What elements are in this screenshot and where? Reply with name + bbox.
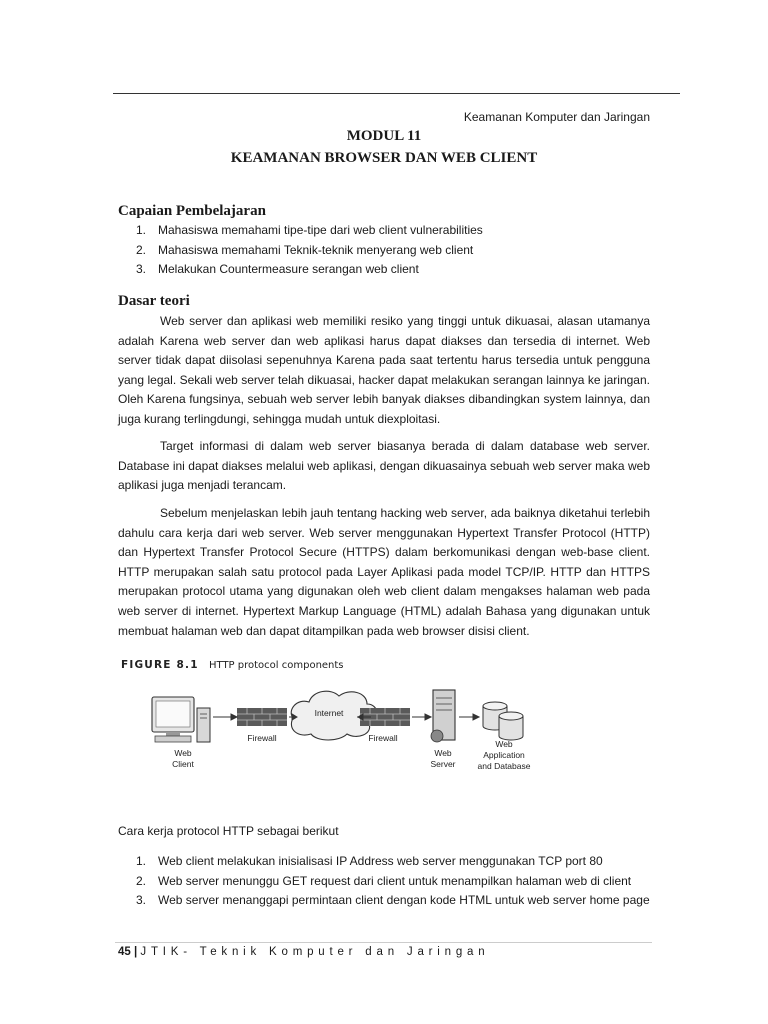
computer-icon [152,697,210,742]
web-app-label-2: Application [483,750,525,760]
firewall-label-2: Firewall [368,733,398,743]
list-item [118,891,648,911]
firewall-label-1: Firewall [247,733,277,743]
list-number: 2. [136,242,147,257]
list-item [118,872,648,892]
list-number: 3. [136,262,147,276]
internet-label: Internet [314,708,344,718]
web-server-label-2: Server [430,759,456,769]
paragraph-2: Target informasi di dalam web server biasanya berada di dalam database web server. Database ini dapat diakses melalui web aplikasi, dengan dikuasainya sebuah web server maka web aplikasi juga menjadi terancam. [118,439,650,493]
list-number: 1. [136,223,147,237]
module-number: MODUL 11 [346,128,422,144]
list-text: Melakukan Countermeasure serangan web client [158,262,419,276]
list-number: 3. [136,893,147,907]
web-server-label-1: Web [434,748,452,758]
cara-list [118,852,648,911]
firewall-icon [237,708,287,726]
module-title: KEAMANAN BROWSER DAN WEB CLIENT [230,150,538,166]
figure-caption: HTTP protocol components [209,660,344,671]
paragraph-3: Sebelum menjelaskan lebih jauh tentang hacking web server, ada baiknya diketahui terlebih dahulu cara kerja dari web server. Web server menggunakan Hypertext Transfer Protocol (HTTP) dan Hypertext Transfer Protocol Secure (HTTPS) dalam berkomunikasi dengan web-base client. HTTP merupakan salah satu protocol pada Layer Aplikasi pada model TCP/IP. HTTP dan HTTPS merupakan protocol utama yang digunakan oleh web client dalam mengakses halaman web pada web server di internet. Hypertext Markup Language (HTML) adalah Bahasa yang digunakan untuk membuat halaman web dan dapat ditampilkan pada web browser disisi client. [118,506,650,638]
list-item [118,241,648,261]
server-icon [431,690,455,742]
figure-label: FIGURE 8.1 [121,659,199,671]
paragraph-1: Web server dan aplikasi web memiliki resiko yang tinggi untuk dikuasai, alasan utamanya adalah Karena web server dan web aplikasi harus dapat diakses dan tersedia di internet. Web server tidak dapat diisolasi sepenuhnya Karena pada saat tertentu harus tersedia untuk pengguna yang legal. Sekali web server telah dikuasai, hacker dapat melakukan serangan lainnya ke jaringan. Oleh Karena fungsinya, sebuah web server lebih banyak diakses dibandingkan system lainnya, dan juga kurang terlingdungi, sehingga mudah untuk diexploitasi. [118,314,650,426]
list-text: Web client melakukan inisialisasi IP Address web server menggunakan TCP port 80 [158,854,603,868]
list-item [118,221,648,241]
footer-rule [115,942,652,943]
web-app-label-1: Web [495,739,513,749]
list-number: 1. [136,854,147,868]
running-header: Keamanan Komputer dan Jaringan [463,110,650,124]
web-client-label-2: Client [172,759,194,769]
dasar-heading: Dasar teori [118,293,190,309]
list-number: 2. [136,873,147,888]
list-text: Web server menunggu GET request dari client untuk menampilkan halaman web di client [158,873,632,888]
capaian-heading: Capaian Pembelajaran [118,203,266,219]
http-protocol-figure [121,654,541,779]
footer-separator: | [130,946,141,958]
list-item [118,260,648,280]
database-icon [483,702,523,740]
capaian-list [118,221,648,280]
cara-intro: Cara kerja protocol HTTP sebagai berikut [118,824,339,838]
list-item [118,852,648,872]
web-client-label-1: Web [174,748,192,758]
list-text: Mahasiswa memahami Teknik-teknik menyerang web client [158,242,474,257]
footer-department: JTIK- Teknik Komputer dan Jaringan [140,946,490,958]
list-text: Mahasiswa memahami tipe-tipe dari web client vulnerabilities [158,223,483,237]
web-app-label-3: and Database [477,761,531,771]
page-footer [118,946,489,958]
list-text: Web server menanggapi permintaan client dengan kode HTML untuk web server home page [158,893,650,907]
page-number: 45 [118,946,131,958]
header-rule [113,93,680,94]
